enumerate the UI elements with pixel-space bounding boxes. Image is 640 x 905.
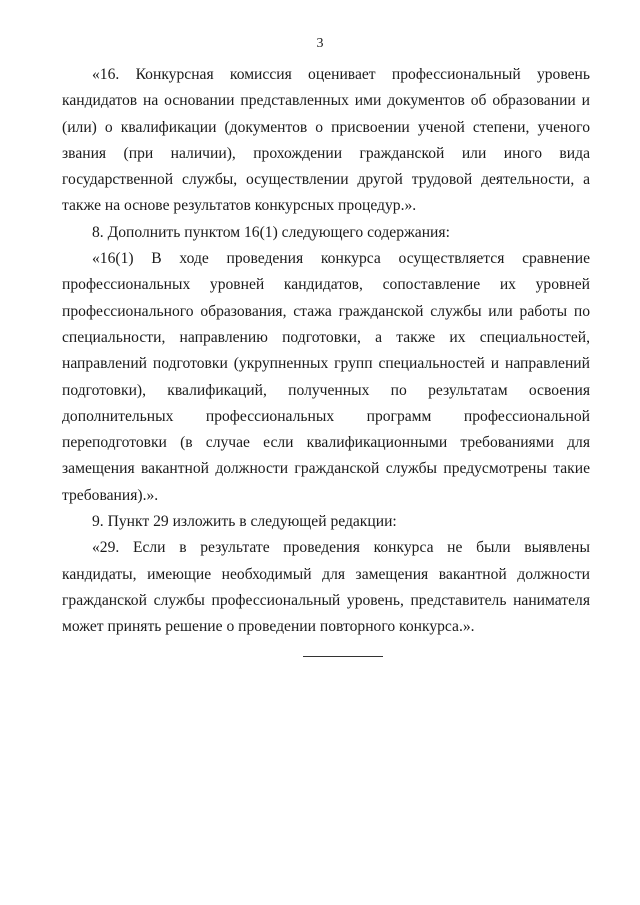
paragraph-amendment-8: 8. Дополнить пунктом 16(1) следующего содержания: <box>92 223 450 241</box>
paragraph-item-16: «16. Конкурсная комиссия оценивает профессиональный уровень кандидатов на основании представленных ими документов об образовании и (или) о квалификации (документов о присвоении ученой степени, ученого звания (при наличии), прохождении гражданской или иного вида государственной службы, осуществлении другой трудовой деятельности, а также на основе результатов конкурсных процедур.». <box>62 66 590 215</box>
closing-divider <box>303 656 383 657</box>
paragraph-item-16-1: «16(1) В ходе проведения конкурса осуществляется сравнение профессиональных уровней кандидатов, сопоставление их уровней профессионального образования, стажа гражданской службы или работы по специальности, направлению подготовки, а также их специальностей, направлений подготовки (укрупненных групп специальностей и направлений подготовки), квалификаций, полученных по результатам освоения дополнительных профессиональных программ профессиональной переподготовки (в случае если квалификационными требованиями для замещения вакантной должности гражданской службы предусмотрены такие требования).». <box>62 250 590 504</box>
paragraph-item-29: «29. Если в результате проведения конкурса не были выявлены кандидаты, имеющие необходимый для замещения вакантной должности гражданской службы профессиональный уровень, представитель нанимателя может принять решение о проведении повторного конкурса.». <box>62 539 590 636</box>
document-body <box>62 62 590 641</box>
paragraph-amendment-9: 9. Пункт 29 изложить в следующей редакции: <box>92 513 397 531</box>
page-number: 3 <box>316 36 324 51</box>
